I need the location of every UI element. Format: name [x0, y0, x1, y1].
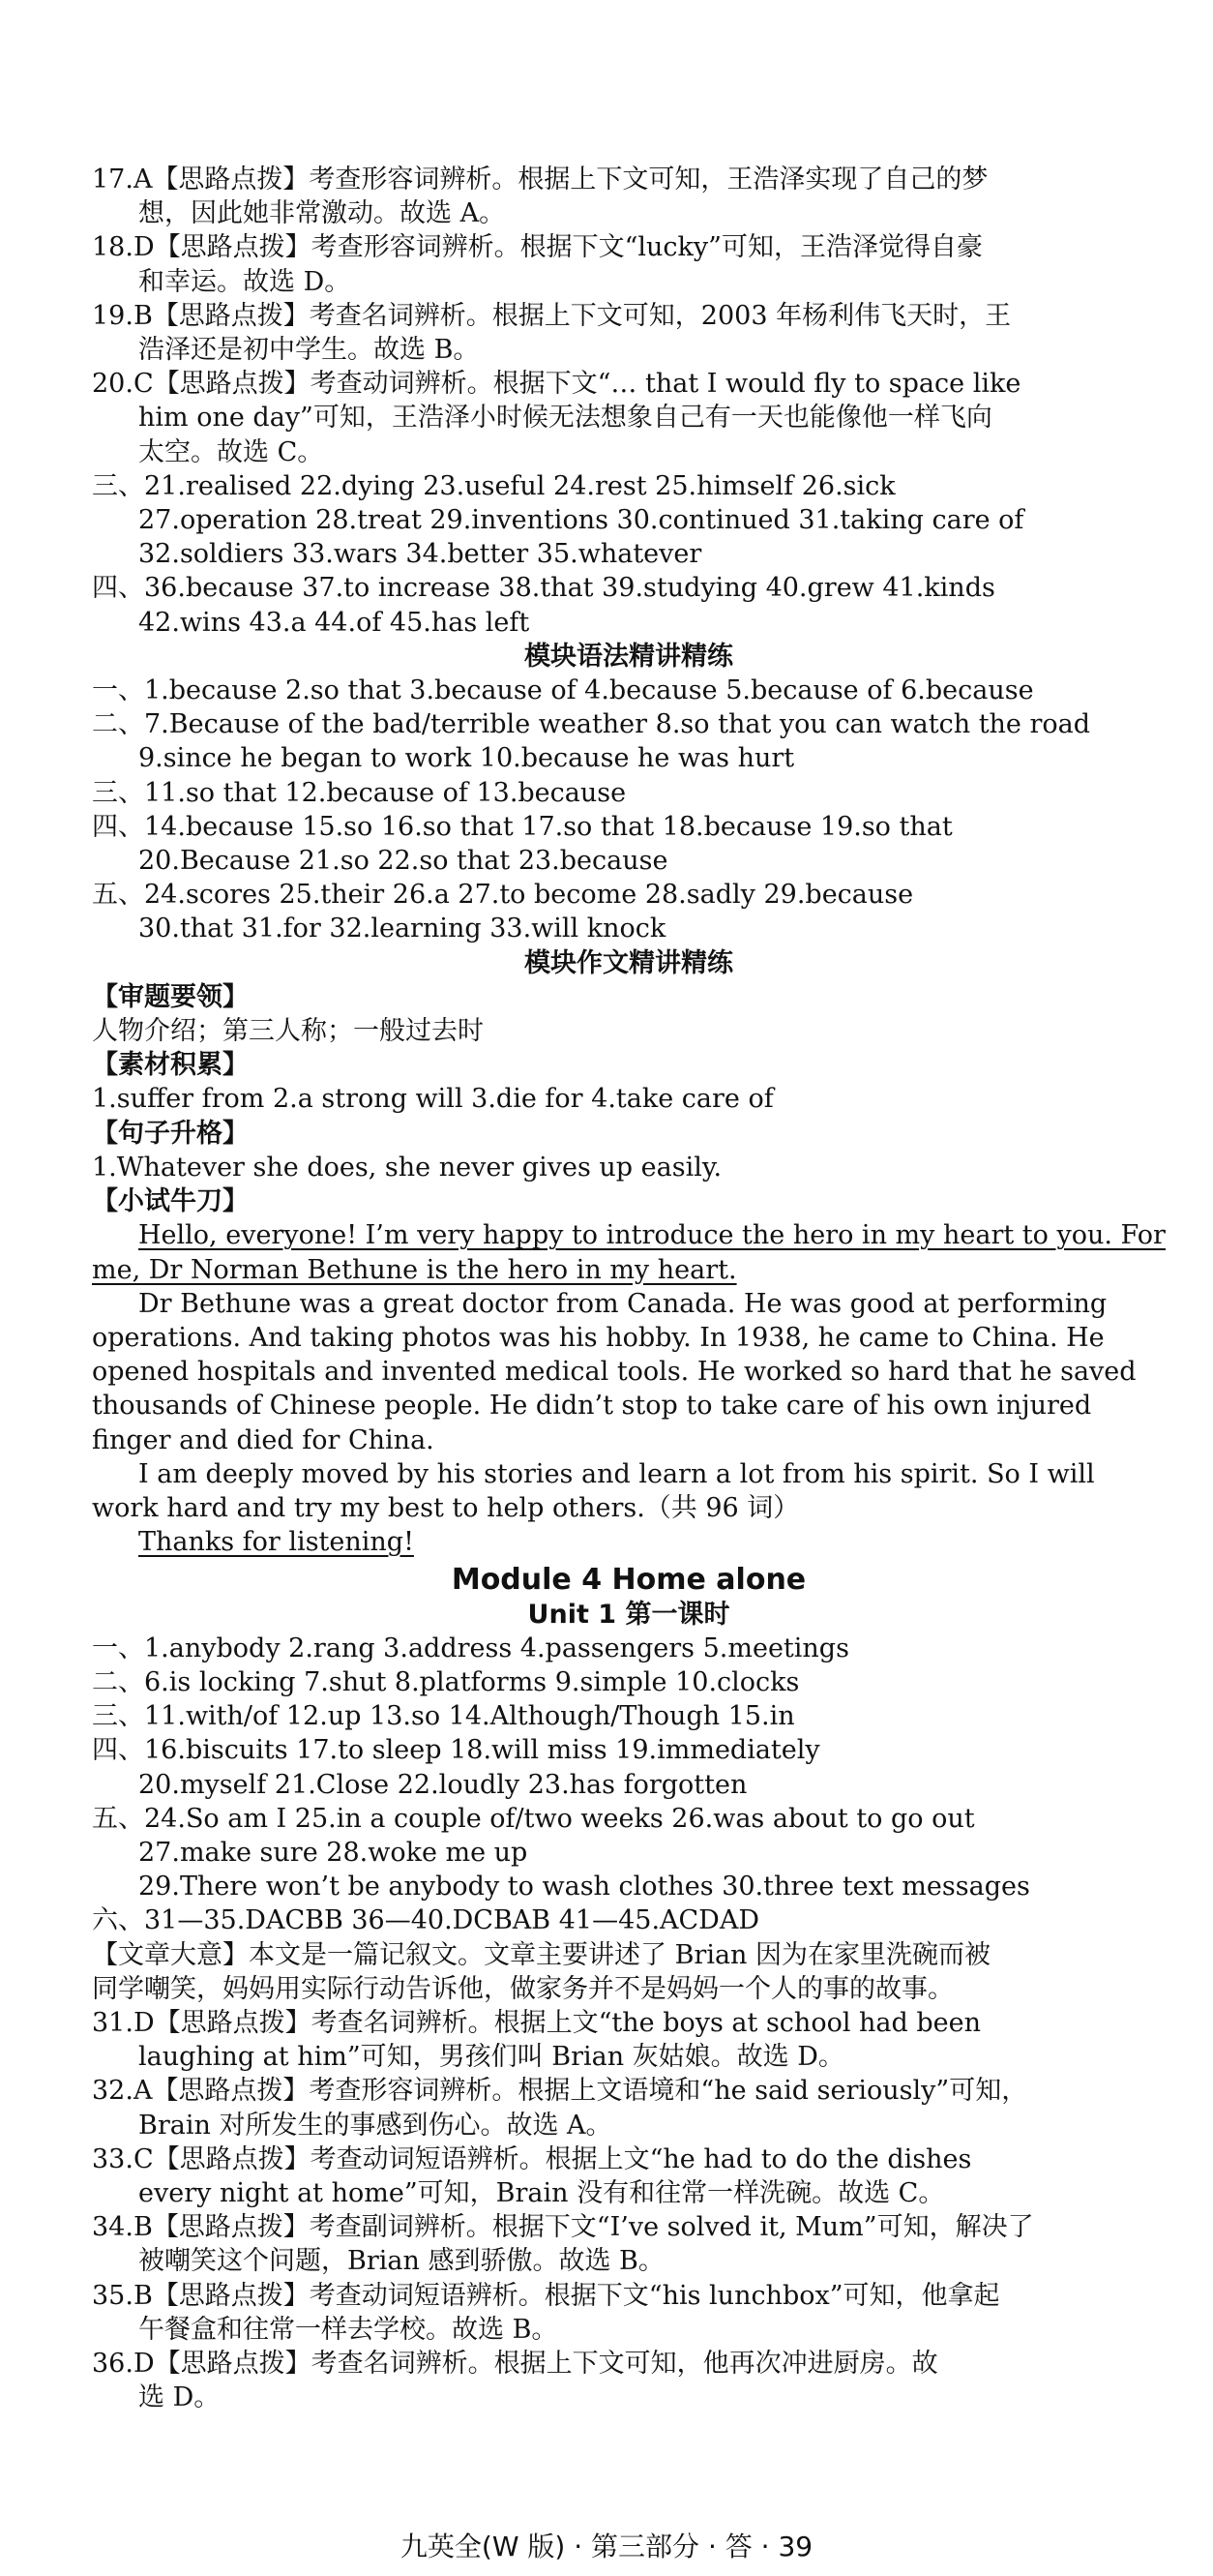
essay-closing: Thanks for listening!: [138, 1527, 414, 1558]
section-3-line: 三、21.realised 22.dying 23.useful 24.rest 25.himself 26.sick: [92, 470, 896, 501]
section-3-line: 27.operation 28.treat 29.inventions 30.continued 31.taking care of: [138, 505, 1024, 536]
tag-practice: 【小试牛刀】: [92, 1186, 249, 1217]
answer-17-cont: 想，因此她非常激动。故选 A。: [138, 198, 506, 229]
answer-32: 32.A【思路点拨】考查形容词辨析。根据上文语境和“he said seriously”可知，: [92, 2076, 1028, 2107]
answer-20: 20.C【思路点拨】考查动词辨析。根据下文“… that I would fly to space like: [92, 369, 1021, 400]
answer-17: 17.A【思路点拨】考查形容词辨析。根据上下文可知，王浩泽实现了自己的梦: [92, 165, 989, 195]
answer-18-cont: 和幸运。故选 D。: [138, 266, 351, 297]
grammar-line: 四、14.because 15.so 16.so that 17.so that 18.because 19.so that: [92, 811, 953, 842]
unit-line: 20.myself 21.Close 22.loudly 23.has forgotten: [138, 1769, 748, 1800]
grammar-line: 二、7.Because of the bad/terrible weather 8.so that you can watch the road: [92, 709, 1091, 740]
page-footer: 九英全(W 版) · 第三部分 · 答 · 39: [399, 2531, 814, 2562]
answer-31-cont: laughing at him”可知，男孩们叫 Brian 灰姑娘。故选 D。: [138, 2042, 844, 2073]
answer-35: 35.B【思路点拨】考查动词短语辨析。根据下文“his lunchbox”可知，他拿起: [92, 2280, 1000, 2311]
answer-34: 34.B【思路点拨】考查副词辨析。根据下文“I’ve solved it, Mum”可知，解决了: [92, 2212, 1034, 2243]
unit-line: 六、31—35.DACBB 36—40.DCBAB 41—45.ACDAD: [92, 1905, 759, 1936]
grammar-line: 三、11.so that 12.because of 13.because: [92, 777, 627, 808]
sentence-value: 1.Whatever she does, she never gives up easily.: [92, 1152, 723, 1183]
task-value: 人物介绍；第三人称；一般过去时: [92, 1016, 484, 1047]
section-3-line: 32.soldiers 33.wars 34.better 35.whatever: [138, 539, 702, 570]
grammar-line: 20.Because 21.so 22.so that 23.because: [138, 846, 668, 877]
unit-title: Unit 1 第一课时: [527, 1599, 730, 1630]
answer-34-cont: 被嘲笑这个问题，Brian 感到骄傲。故选 B。: [138, 2246, 665, 2277]
answer-page: [92, 163, 1166, 2414]
unit-line: 27.make sure 28.woke me up: [138, 1837, 528, 1868]
unit-line: 二、6.is locking 7.shut 8.platforms 9.simple 10.clocks: [92, 1666, 800, 1697]
material-value: 1.suffer from 2.a strong will 3.die for 4.take care of: [92, 1084, 774, 1115]
answer-20-cont: him one day”可知，王浩泽小时候无法想象自己有一天也能像他一样飞向: [138, 403, 992, 434]
section-4-line: 四、36.because 37.to increase 38.that 39.studying 40.grew 41.kinds: [92, 573, 995, 604]
unit-line: 三、11.with/of 12.up 13.so 14.Although/Though 15.in: [92, 1701, 795, 1732]
answer-36: 36.D【思路点拨】考查名词辨析。根据上下文可知，他再次冲进厨房。故: [92, 2349, 938, 2379]
tag-task: 【审题要领】: [92, 981, 249, 1012]
grammar-heading: 模块语法精讲精练: [524, 641, 733, 672]
answer-18: 18.D【思路点拨】考查形容词辨析。根据下文“lucky”可知，王浩泽觉得自豪: [92, 232, 983, 263]
grammar-line: 9.since he began to work 10.because he was hurt: [138, 743, 795, 774]
article-summary: 【文章大意】本文是一篇记叙文。文章主要讲述了 Brian 因为在家里洗碗而被: [92, 1939, 991, 1970]
essay-paragraph: Dr Bethune was a great doctor from Canada. He was good at performing operations. And taking photos was his hobby. In 1938, he came to China. He opened hospitals and invented medical tools. He worked so hard that he saved thousands of Chinese people. He didn’t stop to take care of his own injured finger and died for China.: [92, 1288, 1137, 1455]
unit-line: 五、24.So am I 25.in a couple of/two weeks 26.was about to go out: [92, 1803, 975, 1834]
grammar-line: 30.that 31.for 32.learning 33.will knock: [138, 914, 666, 944]
module-title: Module 4 Home alone: [451, 1563, 807, 1598]
essay-paragraph: I am deeply moved by his stories and learn a lot from his spirit. So I will work hard and try my best to help others.（共 96 词）: [92, 1458, 1095, 1523]
answer-32-cont: Brain 对所发生的事感到伤心。故选 A。: [138, 2110, 612, 2141]
unit-line: 29.There won’t be anybody to wash clothes 30.three text messages: [138, 1872, 1030, 1902]
tag-sentence: 【句子升格】: [92, 1118, 249, 1149]
answer-35-cont: 午餐盒和往常一样去学校。故选 B。: [138, 2314, 558, 2345]
answer-31: 31.D【思路点拨】考查名词辨析。根据上文“the boys at school had been: [92, 2007, 982, 2038]
grammar-line: 一、1.because 2.so that 3.because of 4.because 5.because of 6.because: [92, 675, 1034, 706]
answer-20-cont2: 太空。故选 C。: [138, 436, 324, 467]
answer-33: 33.C【思路点拨】考查动词短语辨析。根据上文“he had to do the dishes: [92, 2143, 972, 2174]
section-4-line: 42.wins 43.a 44.of 45.has left: [138, 607, 530, 638]
answer-36-cont: 选 D。: [138, 2382, 221, 2413]
grammar-line: 五、24.scores 25.their 26.a 27.to become 28.sadly 29.because: [92, 880, 914, 911]
article-summary-cont: 同学嘲笑，妈妈用实际行动告诉他，做家务并不是妈妈一个人的事的故事。: [92, 1973, 954, 2004]
answer-33-cont: every night at home”可知，Brain 没有和往常一样洗碗。故选 C。: [138, 2177, 945, 2208]
answer-19: 19.B【思路点拨】考查名词辨析。根据上下文可知，2003 年杨利伟飞天时，王: [92, 300, 1012, 331]
writing-heading: 模块作文精讲精练: [524, 947, 733, 978]
tag-material: 【素材积累】: [92, 1050, 249, 1081]
unit-line: 四、16.biscuits 17.to sleep 18.will miss 19.immediately: [92, 1735, 820, 1766]
answer-19-cont: 浩泽还是初中学生。故选 B。: [138, 335, 480, 366]
unit-line: 一、1.anybody 2.rang 3.address 4.passengers 5.meetings: [92, 1632, 849, 1663]
essay-opening: Hello, everyone! I’m very happy to introduce the hero in my heart to you. For me, Dr Norman Bethune is the hero in my heart.: [92, 1220, 1166, 1285]
